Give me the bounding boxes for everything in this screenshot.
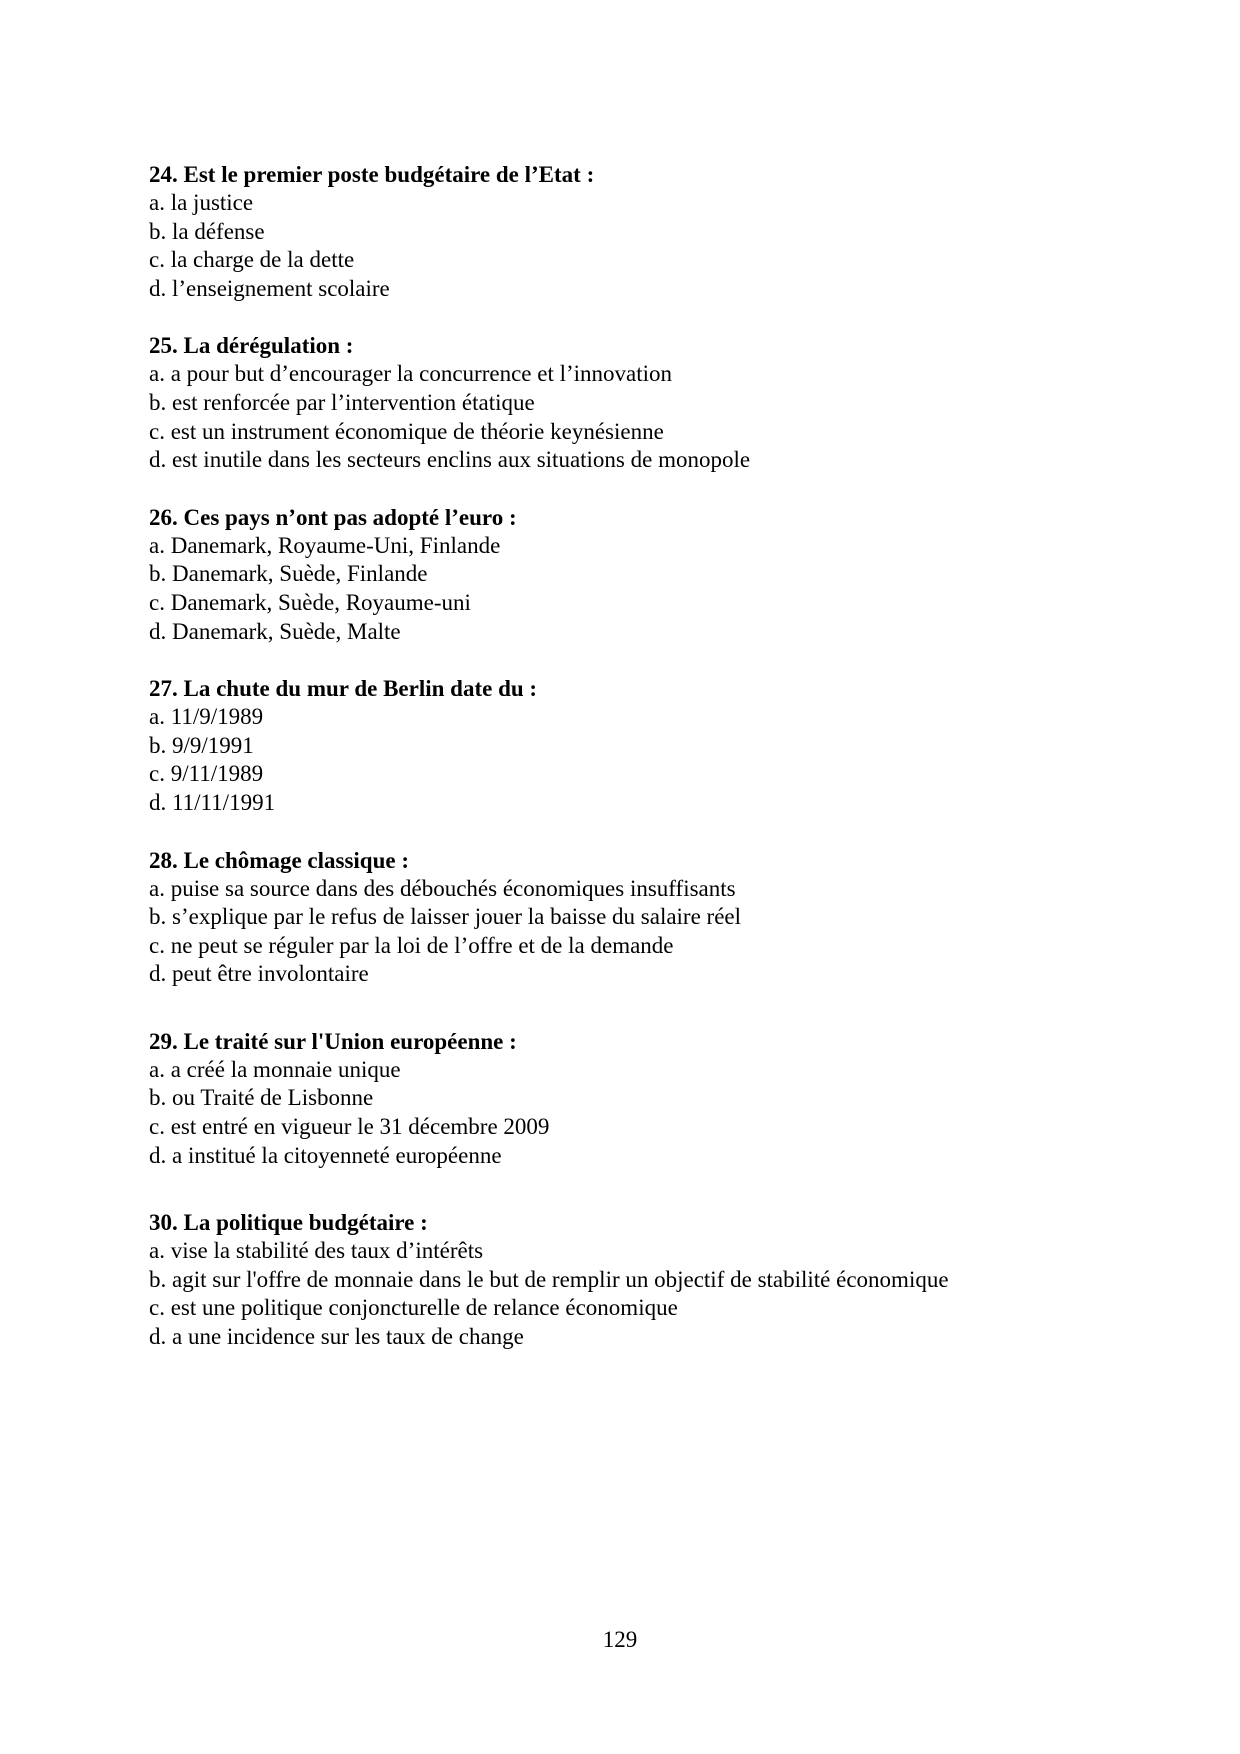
question-30 — [149, 1208, 1109, 1351]
question-26 — [149, 503, 1109, 646]
option-d: d. a une incidence sur les taux de change — [149, 1324, 524, 1350]
option-a: a. a pour but d’encourager la concurrence et l’innovation — [149, 361, 673, 387]
option-a: a. puise sa source dans des débouchés économiques insuffisants — [149, 875, 736, 901]
option-b: b. Danemark, Suède, Finlande — [149, 561, 428, 587]
question-24 — [149, 160, 1109, 303]
option-c: c. est un instrument économique de théorie keynésienne — [149, 418, 664, 444]
option-d: d. Danemark, Suède, Malte — [149, 618, 401, 644]
question-27 — [149, 674, 1109, 817]
option-a: a. la justice — [149, 190, 254, 215]
option-d: d. a institué la citoyenneté européenne — [149, 1142, 502, 1168]
option-c: c. la charge de la dette — [149, 247, 355, 273]
page-number: 129 — [602, 1627, 638, 1652]
option-b: b. la défense — [149, 218, 265, 244]
question-title: 24. Est le premier poste budgétaire de l’Etat : — [149, 162, 595, 187]
option-d: d. l’enseignement scolaire — [149, 275, 390, 301]
option-c: c. est une politique conjoncturelle de relance économique — [149, 1295, 678, 1321]
option-b: b. s’explique par le refus de laisser jouer la baisse du salaire réel — [149, 904, 742, 930]
option-c: c. est entré en vigueur le 31 décembre 2009 — [149, 1114, 550, 1140]
option-b: b. agit sur l'offre de monnaie dans le but de remplir un objectif de stabilité économique — [149, 1266, 949, 1292]
option-d: d. 11/11/1991 — [149, 789, 276, 815]
question-title: 25. La dérégulation : — [149, 333, 354, 359]
option-a: a. 11/9/1989 — [149, 704, 264, 730]
question-title: 29. Le traité sur l'Union européenne : — [149, 1028, 517, 1054]
question-title: 30. La politique budgétaire : — [149, 1210, 428, 1236]
question-28 — [149, 846, 1109, 989]
question-list — [149, 160, 1109, 1352]
option-a: a. Danemark, Royaume-Uni, Finlande — [149, 532, 501, 558]
question-25 — [149, 331, 1109, 474]
question-title: 26. Ces pays n’ont pas adopté l’euro : — [149, 504, 517, 530]
option-b: b. ou Traité de Lisbonne — [149, 1085, 374, 1111]
question-29 — [149, 1027, 1109, 1170]
question-title: 27. La chute du mur de Berlin date du : — [149, 676, 538, 702]
option-a: a. a créé la monnaie unique — [149, 1056, 401, 1082]
option-c: c. Danemark, Suède, Royaume-uni — [149, 589, 471, 615]
option-d: d. est inutile dans les secteurs enclins aux situations de monopole — [149, 447, 751, 473]
option-c: c. 9/11/1989 — [149, 761, 264, 787]
option-b: b. 9/9/1991 — [149, 732, 254, 758]
option-b: b. est renforcée par l’intervention étatique — [149, 389, 535, 415]
option-a: a. vise la stabilité des taux d’intérêts — [149, 1238, 484, 1264]
question-title: 28. Le chômage classique : — [149, 847, 410, 873]
option-d: d. peut être involontaire — [149, 961, 369, 987]
option-c: c. ne peut se réguler par la loi de l’offre et de la demande — [149, 932, 674, 958]
